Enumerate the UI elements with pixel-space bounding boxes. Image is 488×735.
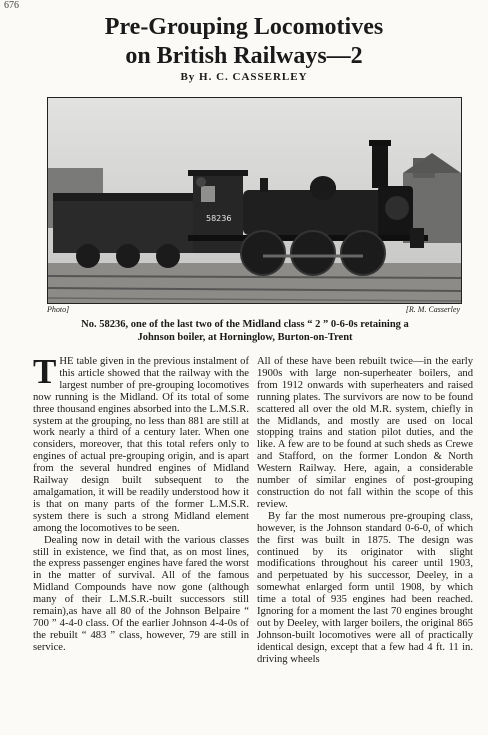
byline: By H. C. CASSERLEY <box>180 71 308 83</box>
photo-caption-line-1: No. 58236, one of the last two of the Midland class “ 2 ” 0-6-0s retaining a <box>81 319 409 330</box>
paragraph: By far the most numerous pre-grouping class, however, is the Johnson standard 0-6-0, of which the first was built in 1875. The design was continued by its originator with slight modifications throughout his career until 1903, and perpetuated by his successor, Deeley, in a somewhat enlarged form until 1908, by which time a total of 935 engines had been reached. Ignoring for a moment the last 70 engines brought out by Deeley, with larger boilers, the original 865 Johnson-built locomotives were all of practically identical design, except that a few had 4 ft. 11 in. driving wheels <box>257 510 473 665</box>
cab-number-plate: 58236 <box>206 214 232 223</box>
drop-cap: T <box>33 352 57 391</box>
locomotive-illustration <box>48 98 461 303</box>
paragraph-text: HE table given in the previous instalment of this article showed that the railway with the largest number of pre-grouping locomotives now running is the Midland. Of its total of some three thousand engines absorbed into the L.M.S.R. system at the grouping, no less than 881 are still at work nearly a third of a century later. When one considers, moreover, that this total refers only to engines of actual pre-grouping origin, and is apart from the several hundred engines of Midland Railway design built subsequent to the amalgamation, it will be readily understood how it is that on many parts of the former L.M.S.R. system there is such a strong Midland element among the locomotives to be seen. <box>33 356 249 534</box>
article-title-line-1: Pre-Grouping Locomotives <box>104 14 384 40</box>
photo-caption <box>30 318 460 344</box>
locomotive-photo <box>47 97 462 304</box>
paragraph: All of these have been rebuilt twice—in the early 1900s with large non-superheater boilers, and from 1912 onwards with superheaters and raised running plates. The survivors are now to be found scattered all over the old M.R. system, chiefly in the Midlands, and mostly are used on local stopping trains and station pilot duties, and the like. A few are to be found at such sheds as Crewe and Stafford, on the former London & North Western Railway. Here, again, a considerable number of similar engines of post-grouping construction do not fall within the scope of this review. <box>257 356 473 510</box>
body-column-left <box>33 352 249 654</box>
paragraph <box>33 352 249 535</box>
photo-credit-label: Photo] <box>47 305 70 314</box>
page-number: 676 <box>4 0 19 11</box>
photo-caption-line-2: Johnson boiler, at Horninglow, Burton-on-Trent <box>137 332 353 343</box>
body-column-right <box>257 356 473 666</box>
article-title-line-2: on British Railways—2 <box>125 43 363 69</box>
paragraph: Dealing now in detail with the various classes still in existence, we find that, as on most lines, the express passenger engines have fared the worst in the matter of survival. All of the famous Midland Compounds have now gone (although many of their L.M.S.R.-built successors still remain),as have all 80 of the Johnson Belpaire “ 700 ” 4-4-0 class. Of the earlier Johnson 4-4-0s of the rebuilt “ 483 ” class, however, 79 are still in service. <box>33 534 249 653</box>
photo-credit-name: [R. M. Casserley <box>405 305 460 314</box>
